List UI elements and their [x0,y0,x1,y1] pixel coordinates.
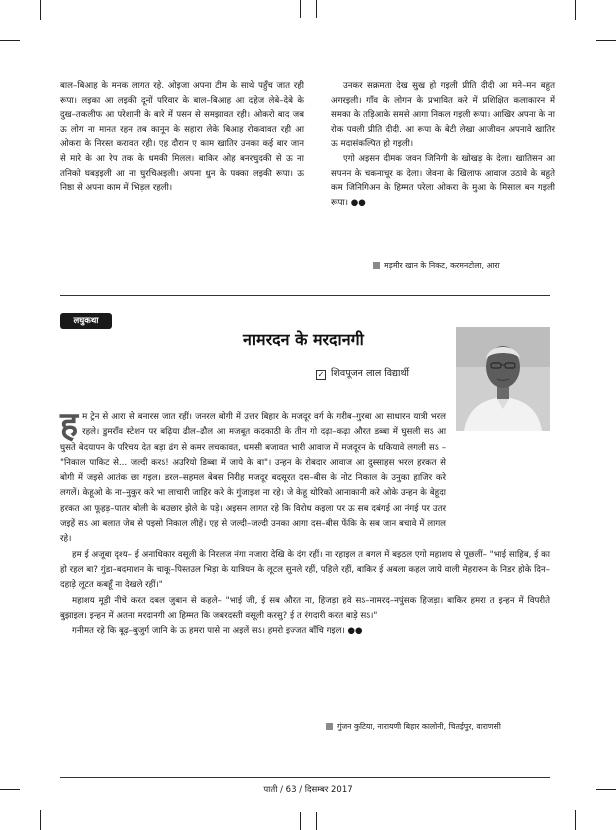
story-paragraph: हम ई अजूबा दृश्य– ई अनाधिकार वसूली के निरलज नंगा नजारा देखि के दंग रहीं। ना रहाइल त बगल में बइठल एगो महाशय से पूछलीं– "भाई साहिब, ई का हो रहल बा? गुंडा–बदमाशन के चाकू–पिस्तउल भिड़ा के यात्रियन के लूटल सुनले रहीं, पहिले रहीं, बाकिर ई अबला कहल जाये वाली मेहरारुन के निडर होके दिन–दहाड़े लूटत कबहूँ ना देखले रहीं।" [60,549,550,591]
crop-mark [300,812,301,830]
crop-mark [596,40,616,41]
story-paragraph [60,405,446,548]
story-paragraph: गनीमत रहे कि बूढ़–बुजुर्ग जानि के ऊ हमरा पासे ना अइलें सऽ। हमरो इज्जत बाँचि गइल। ●● [72,626,363,637]
crop-mark [575,810,576,830]
footer-divider [60,777,550,778]
square-bullet-icon [326,723,333,730]
story-title: नामरदन के मरदानगी [243,330,364,349]
crop-mark [316,812,317,830]
story-author [316,366,409,380]
story-signature-text: गुंजन कुटिया, नारायणी बिहार कालोनी, चितईपुर, वाराणसी [337,722,501,731]
checkbox-icon: ✓ [317,370,325,379]
crop-mark [575,0,576,20]
crop-mark [0,40,20,41]
article-signature [373,261,500,271]
story-author-name: शिवपूजन लाल विद्यार्थी [331,368,410,379]
right-column-paragraph-1: उनकर सक्रमता देख सुख हो गइली प्रीति दीदी आ मने–मन बहुत अगरइली। गाँव के लोगन के प्रभावित करे में प्रशिक्षित कलाकारन में समका के तड़िआके समसे आगा निकल गइली रूपा। आखिर अपना के ना रोक पवली प्रीति दीदी. आ रूपा के बेटी लेखा आजीवन अपनावे खातिर ऊ मदासंकल्पित हो गइली। [331,81,555,150]
section-tag: लघुकथा [60,313,112,329]
article-continuation-right-column [331,79,555,210]
page-footer: पाती / 63 / दिसम्बर 2017 [263,785,353,795]
crop-mark [40,0,41,20]
square-bullet-icon [373,262,380,269]
crop-mark [316,0,317,18]
article-signature-text: मड़मीर खान के निकट, करमनटोला, आरा [384,261,500,270]
story-paragraph-text: म ट्रेन से आरा से बनारस जात रहीं। जनरल बोगी में उत्तर बिहार के मजदूर वर्ग के गरीब–गुरबा आ साधारन यात्री भरल रहले। डुमराँव स्टेशन पर बढ़िया ढील–ढौल आ मजबूत कदकाठी के तीन गो दढ़ा–कढ़ा औरत डब्बा में घुसली सऽ आ घुसते बेदयापन के परिचय देत बड़ा ढंग से कमर लचकावत, धमसी बजावत भारी आवाज में मजदूरन के धकियावे लगली सऽ – "निकाल पाकिट से... जल्दी करऽ! अउरियो डिब्बा में जाये के बा"। उन्हन के रोबदार आवाज आ दुस्साहस भरल हरकत से बोगी में जइसे आतंक छा गइल। डरल–सहमल बेबस निरीह मजदूर बदसूरत दस–बीस के नोट निकाल के उनुका हाजिर करे लगलें। केहूओ के ना–नुकुर करे भा लाचारी जाहिर करे के गुंजाइश ना रहे। जे केहू थोरिको आनाकानी करे ओके उन्हन के बेहूदा हरकत आ फूहड़–पातर बोली के बउछार झेले के पड़े। अइसन लागत रहे कि विरोध कइला पर ऊ सब दबंगई आ नंगई पर उतर जइहें सऽ आ बलात जेब से पइसो निकाल लीहें। एह से जल्दी–जल्दी उनका आगा दस–बीस फेंकि के सब जान बचावे में लागल रहे। [60,412,446,545]
crop-mark [300,0,301,18]
story-paragraph: महाशय मूड़ी नीचे करत दबल जुबान से कहले– "भाई जी, ई सब औरत ना, हिजड़ा हवे सऽ–नामरद–नपुंसक हिजड़ा। बाकिर हमरा त इन्हन में विपरीते बुझाइल। इन्हन में अतना मरदानगी आ हिम्मत कि जबरदस्ती वसूली करसु? ई त रंगदारी करत बाड़े सऽ।" [60,595,550,621]
story-body [60,405,550,639]
article-continuation-left-column [60,79,304,196]
section-divider [60,295,550,296]
left-column-text: बाल–बिआह के मनक लागत रहे. ओइजा अपना टीम के साथे पहुँच जात रही रूपा। लइका आ लइकी दूनों परिवार के बाल–बिआह आ दहेज लेबे–देबे के दुख–तकलीफ आ परेशानी के बारे में पसन से समझावत रही। ओकरो बाद जब ऊ लोग ना मानत रहन तब कानून के सहारा लेके बिआह रोकवावत रही आ ओकरा के निरस्त करावत रही। एह दौरान ए काम खातिर उनका कई बार जान से मारे के आ रेप तक के धमकी मिलल। बाकिर ओह बनरघुदकी से ऊ ना तनिको घबड़इली आ ना घुरचिअइली। अपना धुन के पक्का लइकी रूपा। ऊ निष्ठा से अपना काम में भिड़ल रहली। [60,81,304,194]
crop-mark [40,810,41,830]
right-column-paragraph-2: एगो अइसन दीमक जवन जिनिगी के खोखड़ के देला। खातिसन आ सपनन के चकनाचूर क देला। जेवना के खिलाफ आवाज उठावे के बहुते कम जिनिगिअन के हिम्मत परेला ओकरा के मुआ के मिसाल बन गइली रूपा। ●● [331,153,555,208]
drop-cap: ह [60,405,79,445]
story-signature [326,722,501,732]
